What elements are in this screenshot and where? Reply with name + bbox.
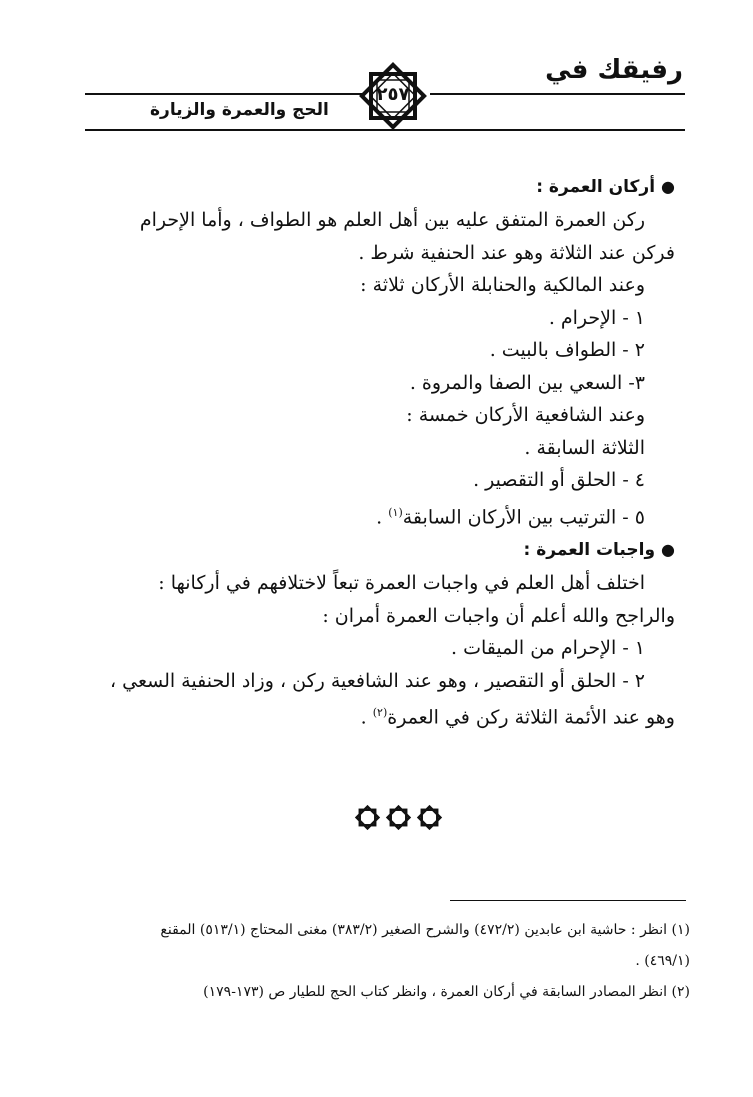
text-line bbox=[80, 600, 675, 633]
page-number-badge bbox=[357, 60, 429, 132]
text-line bbox=[80, 665, 675, 698]
line-text: ٣- السعي بين الصفا والمروة . bbox=[409, 371, 645, 394]
footnote-separator bbox=[450, 900, 686, 901]
star-ornament-icon bbox=[415, 803, 444, 832]
line-text: فركن عند الثلاثة وهو عند الحنفية شرط . bbox=[358, 241, 675, 264]
footnotes bbox=[75, 915, 690, 1008]
header-rule-left bbox=[85, 93, 365, 95]
line-tail: . bbox=[360, 706, 373, 729]
text-line bbox=[80, 334, 675, 367]
header-rule-right bbox=[430, 93, 685, 95]
line-text: ٢ - الحلق أو التقصير ، وهو عند الشافعية ركن ، وزاد الحنفية السعي ، bbox=[109, 669, 645, 692]
line-text: ٥ - الترتيب بين الأركان السابقة bbox=[402, 505, 645, 528]
line-text: اختلف أهل العلم في واجبات العمرة تبعاً لاختلافهم في أركانها : bbox=[158, 572, 645, 595]
text-line bbox=[80, 497, 675, 534]
line-text: ركن العمرة المتفق عليه بين أهل العلم هو الطواف ، وأما الإحرام bbox=[139, 209, 645, 231]
footnote-line: (٢) انظر المصادر السابقة في أركان العمرة ، وانظر كتاب الحج للطيار ص (١٧٣-١٧٩) bbox=[203, 984, 690, 1000]
text-line bbox=[80, 632, 675, 665]
text-line bbox=[80, 399, 675, 432]
bullet-icon: ● bbox=[661, 177, 675, 196]
header-title-top: رفيقك في bbox=[545, 55, 683, 85]
section-heading bbox=[80, 170, 675, 204]
bullet-icon: ● bbox=[661, 540, 675, 560]
line-text: ١ - الإحرام من الميقات . bbox=[451, 637, 645, 660]
line-text: ١ - الإحرام . bbox=[548, 306, 645, 329]
footnote-line: (٤٦٩/١) . bbox=[635, 953, 690, 969]
line-text: وعند المالكية والحنابلة الأركان ثلاثة : bbox=[360, 274, 645, 296]
text-line bbox=[80, 697, 675, 734]
line-text: ٢ - الطواف بالبيت . bbox=[489, 339, 645, 361]
section-heading-text: أركان العمرة : bbox=[536, 177, 656, 197]
text-line bbox=[80, 269, 675, 302]
footnote-reference[interactable]: (١) bbox=[388, 505, 403, 519]
text-line bbox=[80, 204, 675, 237]
line-text: وهو عند الأئمة الثلاثة ركن في العمرة bbox=[387, 706, 675, 729]
line-text: الثلاثة السابقة . bbox=[524, 436, 645, 459]
text-line bbox=[80, 302, 675, 335]
footnote-reference[interactable]: (٢) bbox=[372, 706, 388, 720]
line-tail: . bbox=[376, 505, 389, 528]
main-content bbox=[80, 170, 675, 734]
star-ornament-icon bbox=[384, 803, 413, 832]
star-ornament-icon bbox=[353, 803, 382, 832]
text-line bbox=[80, 464, 675, 497]
section-heading bbox=[80, 533, 675, 567]
header-subtitle: الحج والعمرة والزيارة bbox=[150, 100, 329, 120]
text-line bbox=[80, 567, 675, 600]
section-heading-text: واجبات العمرة : bbox=[523, 540, 656, 561]
footnote-line: (١) انظر : حاشية ابن عابدين (٤٧٢/٢) والشرح الصغير (٣٨٣/٢) مغنى المحتاج (٥١٣/١) المقنع bbox=[160, 922, 690, 938]
text-line bbox=[80, 237, 675, 270]
line-text: ٤ - الحلق أو التقصير . bbox=[473, 469, 645, 491]
section-divider-ornament bbox=[352, 803, 444, 839]
line-text: والراجح والله أعلم أن واجبات العمرة أمران : bbox=[322, 604, 675, 627]
text-line bbox=[80, 432, 675, 465]
line-text: وعند الشافعية الأركان خمسة : bbox=[406, 404, 645, 426]
text-line bbox=[80, 367, 675, 400]
page-number: ٢٥٧ bbox=[376, 84, 410, 105]
